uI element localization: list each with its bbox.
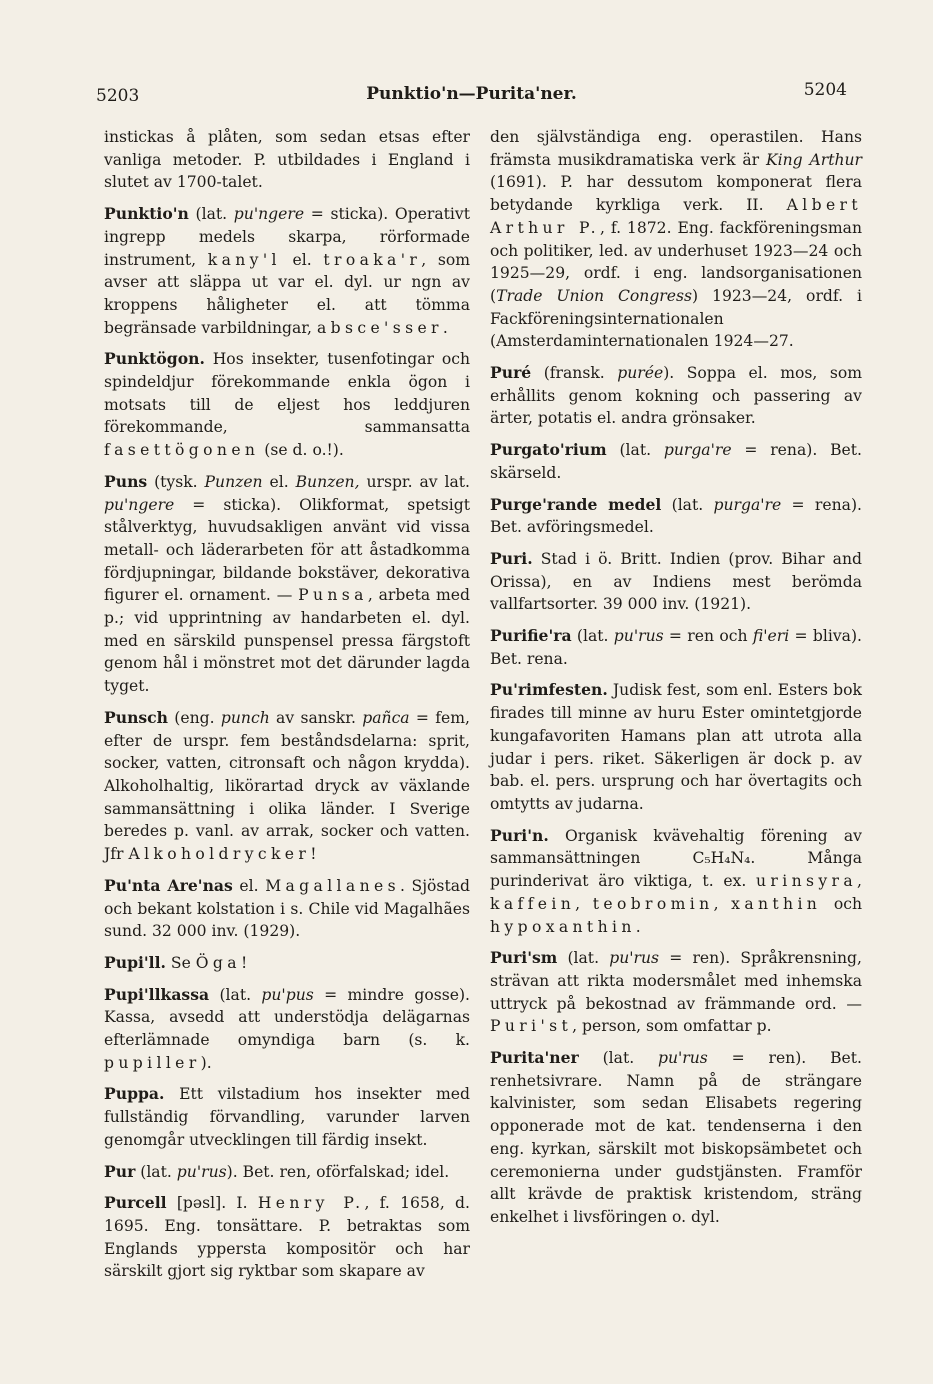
headword: Purita'ner <box>490 1048 579 1068</box>
entry-purifiera: Purifie'ra (lat. pu'rus = ren och fi'eri = bliva). Bet. rena. <box>490 626 862 668</box>
entry-pure: Puré (fransk. purée). Soppa el. mos, som erhållits genom kokning och passering av ärter, potatis el. andra grönsaker. <box>490 363 862 428</box>
headword: Puns <box>104 471 148 491</box>
headword: Pupi'll. <box>104 952 166 972</box>
headword: Puppa. <box>104 1084 165 1104</box>
page-header <box>96 80 847 110</box>
headword: Puri. <box>490 548 533 568</box>
entry-pur: Pur (lat. pu'rus). Bet. ren, oförfalskad; idel. <box>104 1161 450 1181</box>
headword: Punktio'n <box>104 204 189 224</box>
entry-purgerande-medel: Purge'rande medel (lat. purga're = rena). Bet. avföringsmedel. <box>490 494 862 537</box>
entry-punktogon: Punktögon. Hos insekter, tusenfotingar och spindeldjur förekommande enkla ögon i motsats till de eljest hos leddjuren förekommande, sammansatta fasettögonen (se d. o.!). <box>104 349 470 460</box>
headword: Punktögon. <box>104 349 205 369</box>
entry-purimfesten: Pu'rimfesten. Judisk fest, som enl. Esters bok firades till minne av huru Ester omintetgjorde kungafavoriten Hamans plan att utrota alla judar i pers. riket. Säkerligen är dock p. av bab. el. pers. ursprung och har övertagits och omtytts av judarna. <box>490 680 862 813</box>
headword: Pur <box>104 1161 136 1181</box>
right-column <box>490 126 862 1238</box>
entry-punta-arenas: Pu'nta Are'nas el. Magallanes. Sjöstad och bekant kolstation i s. Chile vid Magalhães sund. 32 000 inv. (1929). <box>104 875 470 941</box>
entry-puri: Puri. Stad i ö. Britt. Indien (prov. Bihar and Orissa), en av Indiens mest berömda vallfartsorter. 39 000 inv. (1921). <box>490 548 862 614</box>
headword: Pu'nta Are'nas <box>104 875 233 895</box>
headword: Pu'rimfesten. <box>490 680 608 700</box>
entry-pupill: Pupi'll. Se Öga! <box>104 952 248 972</box>
entry-puritaner: Purita'ner (lat. pu'rus = ren). Bet. renhetsivrare. Namn på de strängare kalvinister, som sedan Elisabets regering opponerade mot de kat. tendenserna i den eng. kyrkan, särskilt mot biskopsämbetet och ceremonierna under gudstjänsten. Framför allt krävde de praktisk kristendom, sträng enkelhet i livsföringen o. dyl. <box>490 1048 862 1226</box>
headword: Puré <box>490 363 532 383</box>
headword: Pupi'llkassa <box>104 984 210 1004</box>
entry-puns: Puns (tysk. Punzen el. Bunzen, urspr. av lat. pu'ngere = sticka). Olikformat, spetsigt stålverktyg, huvudsakligen använt vid vissa metall- och läderarbeten för att åstadkomma fördjupningar, bildande bokstäver, dekorativa figurer el. ornament. — Punsa, arbeta med p.; vid upprintning av handarbeten el. dyl. med en särskild punspensel pressa färgstoft genom hål i mönstret mot det därunder lagda tyget. <box>104 471 471 696</box>
entry-pupillkassa: Pupi'llkassa (lat. pu'pus = mindre gosse). Kassa, avsedd att understödja delägarnas efterlämnade omyndiga barn (s. k. pupiller). <box>104 984 471 1072</box>
entry-purism: Puri'sm (lat. pu'rus = ren). Språkrensning, strävan att rikta modersmålet med inhemska uttryck på bekostnad av främmande ord. — Puri'st, person, som omfattar p. <box>490 948 862 1036</box>
entry-punktion: Punktio'n (lat. pu'ngere = sticka). Operativt ingrepp medels skarpa, rörformade instrument, kany'l el. troaka'r, som avser att släppa ut var el. dyl. ur ngn av kroppens håligheter el. att tömma begränsade varbildningar, absce'sser. <box>104 204 471 337</box>
entry-continuation: den självständiga eng. operastilen. Hans främsta musikdramatiska verk är King Arthur (1691). P. har dessutom komponerat flera betydande kyrkliga verk. II. Albert Arthur P., f. 1872. Eng. fackföreningsman och politiker, led. av underhuset 1923—24 och 1925—29, ordf. i eng. landsorganisationen (Trade Union Congress) 1923—24, ordf. i Fackföreningsinternationalen (Amsterdaminternationalen 1924—27. <box>490 128 862 351</box>
entry-purgatorium: Purgato'rium (lat. purga're = rena). Bet. skärseld. <box>490 440 862 482</box>
page-number-right: 5204 <box>803 80 847 100</box>
page-number-left: 5203 <box>96 86 140 106</box>
entry-puppa: Puppa. Ett vilstadium hos insekter med fullständig förvandling, varunder larven genomgår utvecklingen till färdig insekt. <box>104 1084 470 1149</box>
headword: Puri'sm <box>490 948 558 968</box>
headword: Puri'n. <box>490 825 549 845</box>
headword: Purcell <box>104 1193 167 1213</box>
entry-purin: Puri'n. Organisk kvävehaltig förening av sammansättningen C₅H₄N₄. Många purinderivat äro viktiga, t. ex. urinsyra, kaffein, teobromin, xanthin och hypoxanthin. <box>490 825 863 936</box>
headword: Punsch <box>104 707 169 727</box>
running-title: Punktio'n—Purita'ner. <box>366 84 577 104</box>
headword: Purifie'ra <box>490 626 572 646</box>
entry-purcell: Purcell [pəsl]. I. Henry P., f. 1658, d. 1695. Eng. tonsättare. P. betraktas som Englands yppersta kompositör och har särskilt gjort sig ryktbar som skapare av <box>104 1193 470 1281</box>
entry-continuation: instickas å plåten, som sedan etsas efter vanliga metoder. P. utbildades i England i slutet av 1700-talet. <box>104 128 470 192</box>
headword: Purgato'rium <box>490 440 607 460</box>
headword: Purge'rande medel <box>490 494 662 514</box>
left-column <box>104 126 470 1292</box>
entry-punsch: Punsch (eng. punch av sanskr. pañca = fem, efter de urspr. fem beståndsdelarna: sprit, socker, vatten, citronsaft och någon krydda). Alkoholhaltig, likörartad dryck av växlande sammansättning i olika länder. I Sverige beredes p. vanl. av arrak, socker och vatten. Jfr Alkoholdrycker! <box>104 707 471 864</box>
